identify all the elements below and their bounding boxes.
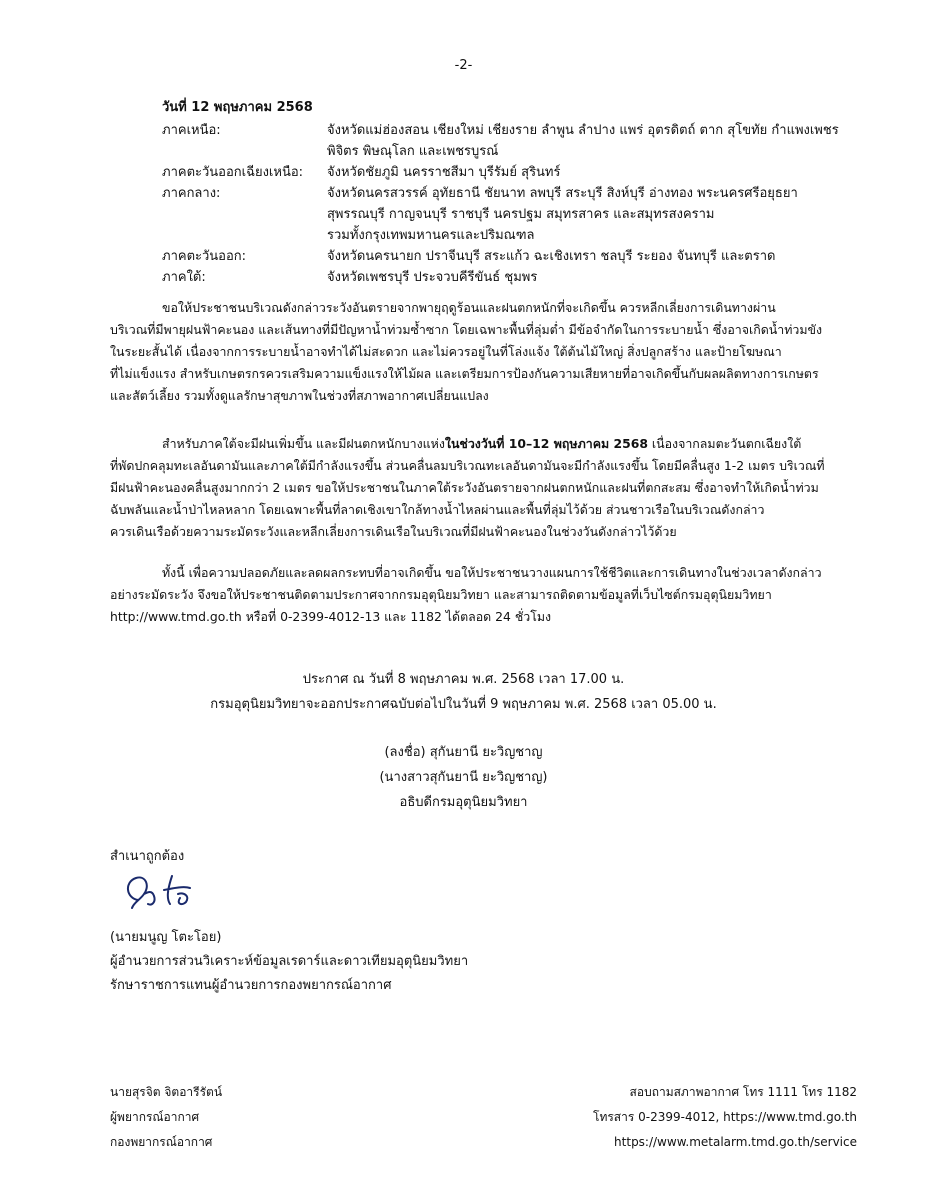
region-south-line-1: จังหวัดเพชรบุรี ประจวบคีรีขันธ์ ชุมพร — [327, 270, 538, 285]
paragraph-line: ควรเดินเรือด้วยความระมัดระวังและหลีกเลี่ยงการเดินเรือในบริเวณที่มีฝนฟ้าคะนองในช่วงวันดังกล่าวไว้ด้วย — [110, 524, 677, 539]
page-number: -2- — [454, 58, 473, 73]
paragraph-line: ที่ไม่แข็งแรง สำหรับเกษตรกรควรเสริมความแข็งแรงให้ไม้ผล และเตรียมการป้องกันความเสียหายที่อาจเกิดขึ้นกับผลผลิตทางการเกษตร — [110, 366, 819, 381]
footer-contact — [593, 1080, 857, 1155]
region-label-east: ภาคตะวันออก: — [162, 249, 247, 264]
signatory-full-name: (นางสาวสุกันยานี ยะวิญชาญ) — [379, 770, 548, 785]
paragraph-line: และสัตว์เลี้ยง รวมทั้งดูแลรักษาสุขภาพในช่วงที่สภาพอากาศเปลี่ยนแปลง — [110, 388, 489, 403]
paragraph-text: เนื่องจากลมตะวันตกเฉียงใต้ — [647, 436, 802, 451]
region-label-south: ภาคใต้: — [162, 270, 206, 285]
forecaster-division: กองพยากรณ์อากาศ — [110, 1135, 213, 1149]
contact-phone: สอบถามสภาพอากาศ โทร 1111 โทร 1182 — [629, 1085, 857, 1099]
paragraph-advice — [110, 562, 835, 628]
paragraph-bold-date: ในช่วงวันที่ 10–12 พฤษภาคม 2568 — [444, 436, 648, 451]
next-announcement: กรมอุตุนิยมวิทยาจะออกประกาศฉบับต่อไปในวันที่ 9 พฤษภาคม พ.ศ. 2568 เวลา 05.00 น. — [210, 697, 717, 712]
paragraph-line: บริเวณที่มีพายุฝนฟ้าคะนอง และเส้นทางที่มีปัญหาน้ำท่วมซ้ำซาก โดยเฉพาะพื้นที่ลุ่มต่ำ มีข้อจำกัดในการระบายน้ำ ซึ่งอาจเกิดน้ำท่วมขัง — [110, 322, 823, 337]
region-east-line-1: จังหวัดนครนายก ปราจีนบุรี สระแก้ว ฉะเชิงเทรา ชลบุรี ระยอง จันทบุรี และตราด — [327, 249, 776, 264]
signatory-title: อธิบดีกรมอุตุนิยมวิทยา — [399, 795, 528, 810]
certified-copy-position-1: ผู้อำนวยการส่วนวิเคราะห์ข้อมูลเรดาร์และดาวเทียมอุตุนิยมวิทยา — [110, 954, 469, 969]
forecaster-name: นายสุรจิต จิตอารีรัตน์ — [110, 1085, 223, 1099]
paragraph-line: http://www.tmd.go.th หรือที่ 0-2399-4012-13 และ 1182 ได้ตลอด 24 ชั่วโมง — [110, 609, 552, 624]
paragraph-warning — [110, 297, 835, 407]
footer-forecaster — [110, 1080, 222, 1155]
certified-copy-position-2: รักษาราชการแทนผู้อำนวยการกองพยากรณ์อากาศ — [110, 978, 392, 993]
region-northeast-line-1: จังหวัดชัยภูมิ นครราชสีมา บุรีรัมย์ สุรินทร์ — [327, 165, 561, 180]
certified-copy-label: สำเนาถูกต้อง — [110, 849, 185, 864]
paragraph-line: ทั้งนี้ เพื่อความปลอดภัยและลดผลกระทบที่อาจเกิดขึ้น ขอให้ประชาชนวางแผนการใช้ชีวิตและการเดินทางในช่วงเวลาดังกล่าว — [162, 565, 822, 580]
paragraph-south — [110, 433, 835, 543]
region-central-line-3: รวมทั้งกรุงเทพมหานครและปริมณฑล — [327, 228, 535, 243]
region-label-central: ภาคกลาง: — [162, 186, 221, 201]
handwritten-signature — [118, 868, 208, 918]
forecaster-position: ผู้พยากรณ์อากาศ — [110, 1110, 200, 1124]
date-heading: วันที่ 12 พฤษภาคม 2568 — [162, 100, 313, 115]
region-central-line-1: จังหวัดนครสวรรค์ อุทัยธานี ชัยนาท ลพบุรี สระบุรี สิงห์บุรี อ่างทอง พระนครศรีอยุธยา — [327, 186, 798, 201]
paragraph-line: ฉับพลันและน้ำป่าไหลหลาก โดยเฉพาะพื้นที่ลาดเชิงเขาใกล้ทางน้ำไหลผ่านและพื้นที่ลุ่มไว้ด้วย ส่วนชาวเรือในบริเวณดังกล่าว — [110, 502, 765, 517]
signatory-signed: (ลงชื่อ) สุกันยานี ยะวิญชาญ — [384, 745, 543, 760]
announcement-date: ประกาศ ณ วันที่ 8 พฤษภาคม พ.ศ. 2568 เวลา 17.00 น. — [302, 672, 625, 687]
region-label-north: ภาคเหนือ: — [162, 123, 221, 138]
contact-fax-website[interactable]: โทรสาร 0-2399-4012, https://www.tmd.go.th — [593, 1110, 857, 1124]
paragraph-line: ในระยะสั้นได้ เนื่องจากการระบายน้ำอาจทำได้ไม่สะดวก และไม่ควรอยู่ในที่โล่งแจ้ง ใต้ต้นไม้ใหญ่ สิ่งปลูกสร้าง และป้ายโฆษณา — [110, 344, 782, 359]
paragraph-line: ขอให้ประชาชนบริเวณดังกล่าวระวังอันตรายจากพายุฤดูร้อนและฝนตกหนักที่จะเกิดขึ้น ควรหลีกเลี่ยงการเดินทางผ่าน — [162, 300, 776, 315]
paragraph-line: ที่พัดปกคลุมทะเลอันดามันและภาคใต้มีกำลังแรงขึ้น ส่วนคลื่นลมบริเวณทะเลอันดามันจะมีกำลังแรงขึ้น โดยมีคลื่นสูง 1-2 เมตร บริเวณที่ — [110, 458, 825, 473]
paragraph-line: อย่างระมัดระวัง จึงขอให้ประชาชนติดตามประกาศจากกรมอุตุนิยมวิทยา และสามารถติดตามข้อมูลที่เว็บไซต์กรมอุตุนิยมวิทยา — [110, 587, 772, 602]
paragraph-line: มีฝนฟ้าคะนองคลื่นสูงมากกว่า 2 เมตร ขอให้ประชาชนในภาคใต้ระวังอันตรายจากฝนตกหนักและฝนที่ตกสะสม ซึ่งอาจทำให้เกิดน้ำท่วม — [110, 480, 819, 495]
region-label-northeast: ภาคตะวันออกเฉียงเหนือ: — [162, 165, 304, 180]
region-north-line-1: จังหวัดแม่ฮ่องสอน เชียงใหม่ เชียงราย ลำพูน ลำปาง แพร่ อุตรดิตถ์ ตาก สุโขทัย กำแพงเพชร — [327, 123, 839, 138]
signatory-block — [0, 742, 927, 817]
region-central-line-2: สุพรรณบุรี กาญจนบุรี ราชบุรี นครปฐม สมุทรสาคร และสมุทรสงคราม — [327, 207, 715, 222]
paragraph-line — [110, 433, 835, 455]
region-north-line-2: พิจิตร พิษณุโลก และเพชรบูรณ์ — [327, 144, 499, 159]
paragraph-text: สำหรับภาคใต้จะมีฝนเพิ่มขึ้น และมีฝนตกหนักบางแห่ง — [162, 436, 445, 451]
contact-service-link[interactable]: https://www.metalarm.tmd.go.th/service — [614, 1135, 857, 1149]
certified-copy-name: (นายมนูญ โตะโอย) — [110, 930, 222, 945]
